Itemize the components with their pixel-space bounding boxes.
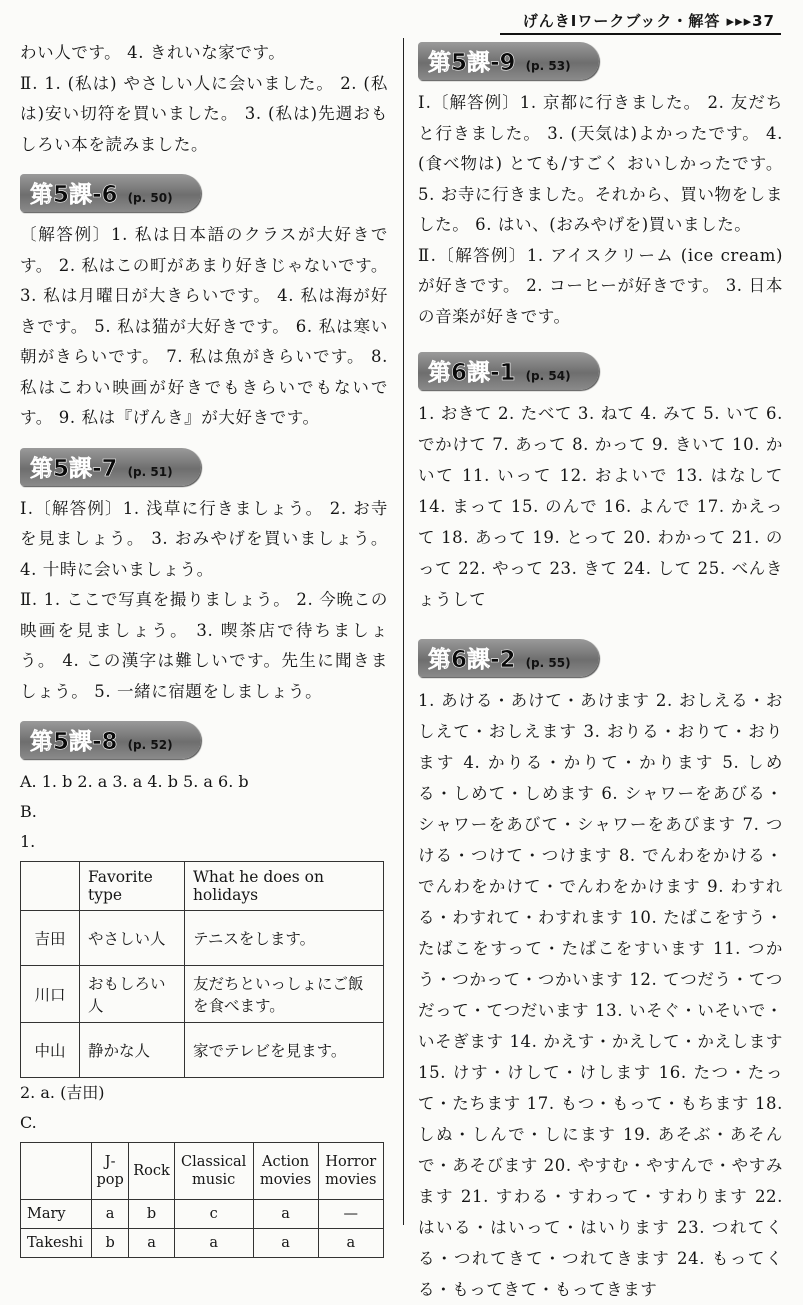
table-cell: 中山 [21,1023,80,1078]
answers-a: A. 1. b 2. a 3. a 4. b 5. a 6. b [20,772,249,791]
section-page-ref: (p. 55) [525,656,571,670]
section-page-ref: (p. 50) [127,191,173,205]
table-header-row [21,1143,384,1200]
intro-section-ii: Ⅱ. 1. (私は) やさしい人に会いました。 2. (私は)安い切符を買いました。 3. (私は)先週おもしろい本を読みました。 [20,73,388,154]
table-cell: やさしい人 [80,911,185,966]
section-5-7-part-i: Ⅰ.〔解答例〕1. 浅草に行きましょう。 2. お寺を見ましょう。 3. おみやげを買いましょう。 4. 十時に会いましょう。 [20,498,388,579]
section-page-ref: (p. 53) [525,59,571,73]
favorite-type-table [20,861,384,1078]
section-5-6-answers: 〔解答例〕1. 私は日本語のクラスが大好きです。 2. 私はこの町があまり好きじゃないです。 3. 私は月曜日が大きらいです。 4. 私は海が好きです。 5. 私は猫が大好きです。 6. 私は寒い朝がきらいです。 7. 私は魚がきらいです。 8. 私はこわい映画が好きでもきらいでもないです。 9. 私は『げんき』が大好きです。 [20,225,388,427]
table-cell: c [174,1200,253,1229]
section-banner-5-9 [418,42,599,80]
section-title: 第6課-1 [428,360,516,386]
table-cell: — [318,1200,383,1229]
table-cell: 静かな人 [80,1023,185,1078]
section-page-ref: (p. 51) [127,464,173,479]
table-cell: 吉田 [21,911,80,966]
table-cell: おもしろい人 [80,966,185,1023]
table-header-cell [21,1143,92,1200]
table-cell: a [129,1229,175,1258]
table-header-cell: What he does on holidays [184,862,383,911]
table-header-row [21,862,384,911]
section-banner-5-8 [20,721,201,759]
column-divider [403,38,404,1225]
section-title: 第5課-6 [30,182,118,208]
label-b: B. [20,802,37,821]
table-row [21,911,384,966]
section-title: 第5課-7 [30,455,118,482]
table-cell: テニスをします。 [184,911,383,966]
table-cell: b [129,1200,175,1229]
table-header-cell: Classical music [174,1143,253,1200]
section-title: 第5課-9 [428,50,516,76]
table-row [21,1229,384,1258]
left-column [20,38,388,1258]
table-row [21,966,384,1023]
section-page-ref: (p. 52) [127,738,173,752]
table-cell: 川口 [21,966,80,1023]
section-banner-6-1 [418,352,599,390]
table-header-cell: Rock [129,1143,175,1200]
section-title: 第6課-2 [428,647,516,673]
section-5-7-part-ii: Ⅱ. 1. ここで写真を撮りましょう。 2. 今晩この映画を見ましょう。 3. 喫茶店で待ちましょう。 4. この漢字は難しいです。先生に聞きましょう。 5. 一緒に宿題をしましょう。 [20,590,388,701]
table-cell: Mary [21,1200,92,1229]
section-banner-6-2 [418,639,599,677]
table-header-cell: J-pop [92,1143,129,1200]
table-cell: 友だちといっしょにご飯を食べます。 [184,966,383,1023]
table-cell: b [92,1229,129,1258]
right-column [418,38,783,1305]
label-c: C. [20,1113,37,1132]
section-6-2-answers: 1. あける・あけて・あけます 2. おしえる・おしえて・おしえます 3. おりる・おりて・おります 4. かりる・かりて・かります 5. しめる・しめて・しめます 6. シャワーをあびる・シャワーをあびて・シャワーをあびます 7. つける・つけて・つけます 8. でんわをかける・でんわをかけて・でんわをかけます 9. わすれる・わすれて・わすれます 10. たばこをすう・たばこをすって・たばこをすいます 11. つかう・つかって・つかいます 12. てつだう・てつだって・てつだいます 13. いそぐ・いそいで・いそぎます 14. かえす・かえして・かえします 15. けす・けして・けします 16. たつ・たって・たちます 17. もつ・もって・もちます 18. しぬ・しんで・しにます 19. あそぶ・あそんで・あそびます 20. やすむ・やすんで・やすみます 21. すわる・すわって・すわります 22. はいる・はいって・はいります 23. つれてくる・つれてきて・つれてきます 24. もってくる・もってきて・もってきます [418,691,783,1299]
table-cell: a [92,1200,129,1229]
section-title: 第5課-8 [30,729,118,755]
section-page-ref: (p. 54) [525,369,571,383]
answer-b2: 2. a. (吉田) [20,1083,105,1102]
section-6-1-answers: 1. おきて 2. たべて 3. ねて 4. みて 5. いて 6. でかけて 7. あって 8. かって 9. きいて 10. かいて 11. いって 12. およいで 13. はなして 14. まって 15. のんで 16. よんで 17. かえって 18. あって 19. とって 20. わかって 21. のって 22. やって 23. きて 24. して 25. べんきょうして [418,404,783,609]
table-cell: a [253,1229,318,1258]
table-cell: a [318,1229,383,1258]
page-header: げんきⅠワークブック・解答 ▸▸▸37 [522,12,775,30]
section-banner-5-6 [20,174,201,212]
table-cell: Takeshi [21,1229,92,1258]
table-header-cell [21,862,80,911]
music-movies-table [20,1142,384,1258]
table-row [21,1200,384,1229]
table-cell: a [174,1229,253,1258]
intro-line: わい人です。 4. きれいな家です。 [20,43,286,62]
table-header-cell: Action movies [253,1143,318,1200]
table-cell: 家でテレビを見ます。 [184,1023,383,1078]
section-5-9-part-i: Ⅰ.〔解答例〕1. 京都に行きました。 2. 友だちと行きました。 3. (天気は)よかったです。 4. (食べ物は) とても/すごく おいしかったです。 5. お寺に行きました。それから、買い物をしました。 6. はい、(おみやげを)買いました。 [418,93,783,234]
header-rule [500,33,781,35]
table-row [21,1023,384,1078]
section-banner-5-7 [20,448,201,486]
table-header-cell: Horror movies [318,1143,383,1200]
table-cell: a [253,1200,318,1229]
table-header-cell: Favorite type [80,862,185,911]
section-5-9-part-ii: Ⅱ.〔解答例〕1. アイスクリーム (ice cream) が好きです。 2. コーヒーが好きです。 3. 日本の音楽が好きです。 [418,245,783,326]
label-b1: 1. [20,832,36,851]
